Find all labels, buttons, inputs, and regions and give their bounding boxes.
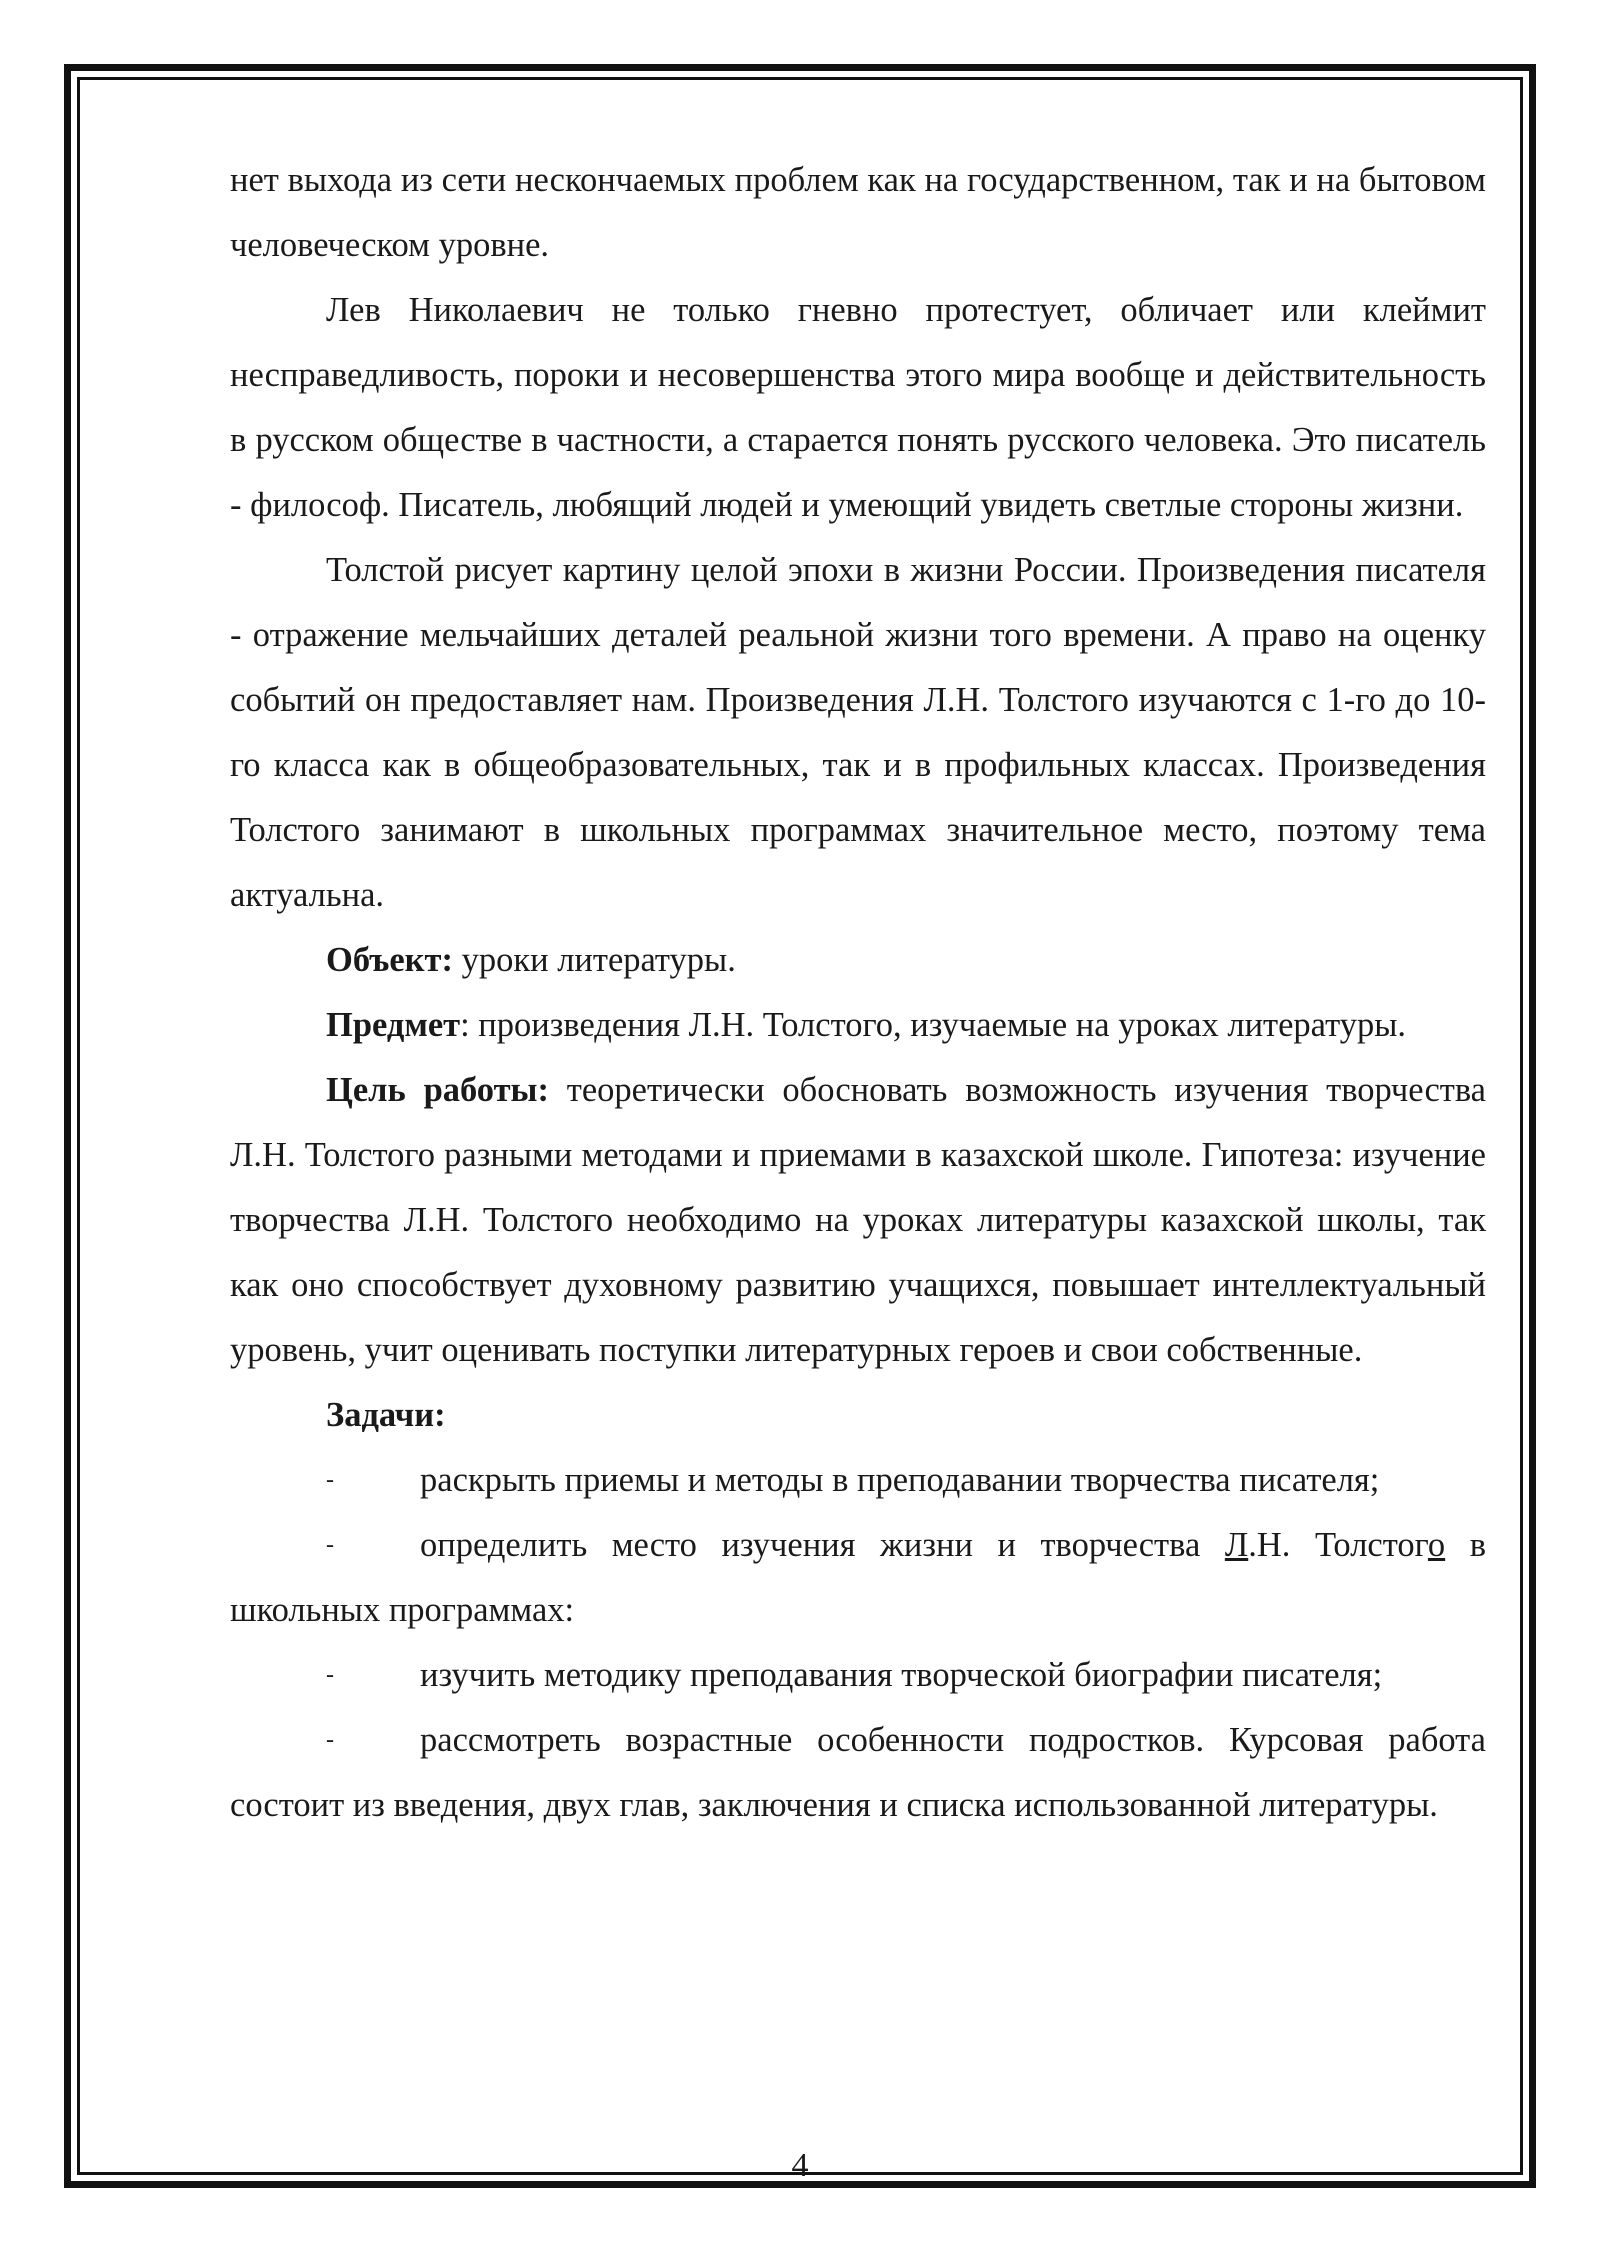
object-label: Объект: (326, 941, 453, 979)
task-item (230, 1708, 1486, 1838)
subject-text: : произведения Л.Н. Толстого, изучаемые на уроках литературы. (460, 1006, 1407, 1044)
task-text-underlined: Л (1224, 1526, 1249, 1564)
goal-paragraph (230, 1058, 1486, 1383)
subject-label: Предмет (326, 1006, 461, 1044)
list-dash: - (326, 1727, 334, 1753)
task-text-part: определить место изучения жизни и творчества (420, 1526, 1225, 1564)
task-text-part: в школьных программах: (230, 1526, 1486, 1629)
task-text-underlined: о (1427, 1526, 1446, 1564)
document-body (230, 148, 1486, 1838)
goal-text: теоретически обосновать возможность изучения творчества Л.Н. Толстого разными методами и приемами в казахской школе. Гипотеза: изучение творчества Л.Н. Толстого необходимо на уроках литературы казахской школы, так как оно способствует духовному развитию учащихся, повышает интеллектуальный уровень, учит оценивать поступки литературных героев и свои собственные. (230, 1071, 1486, 1369)
goal-label: Цель работы: (326, 1071, 549, 1109)
list-dash: - (326, 1532, 334, 1558)
list-dash: - (326, 1467, 334, 1493)
task-item (230, 1643, 1486, 1708)
subject-paragraph (230, 993, 1486, 1058)
task-text: изучить методику преподавания творческой биографии писателя; (420, 1656, 1383, 1694)
list-dash: - (326, 1662, 334, 1688)
object-text: уроки литературы. (452, 941, 736, 979)
task-text-part: .Н. Толстог (1248, 1526, 1428, 1564)
paragraph-tolstoy-protest: Лев Николаевич не только гневно протестует, обличает или клеймит несправедливость, пороки и несовершенства этого мира вообще и действительность в русском обществе в частности, а старается понять русского человека. Это писатель - философ. Писатель, любящий людей и умеющий увидеть светлые стороны жизни. (230, 291, 1486, 524)
task-text: раскрыть приемы и методы в преподавании творчества писателя; (420, 1461, 1380, 1499)
tasks-label: Задачи: (326, 1396, 446, 1434)
task-text: рассмотреть возрастные особенности подростков. Курсовая работа состоит из введения, двух глав, заключения и списка использованной литературы. (230, 1721, 1486, 1824)
paragraph-tolstoy-epoch: Толстой рисует картину целой эпохи в жизни России. Произведения писателя - отражение мельчайших деталей реальной жизни того времени. А право на оценку событий он предоставляет нам. Произведения Л.Н. Толстого изучаются с 1-го до 10-го класса как в общеобразовательных, так и в профильных классах. Произведения Толстого занимают в школьных программах значительное место, поэтому тема актуальна. (230, 551, 1486, 914)
task-item (230, 1513, 1486, 1643)
page-number: 4 (791, 2147, 809, 2184)
task-item (230, 1448, 1486, 1513)
object-paragraph (230, 928, 1486, 993)
paragraph-continuation: нет выхода из сети нескончаемых проблем как на государственном, так и на бытовом человеческом уровне. (230, 161, 1486, 264)
tasks-heading (230, 1383, 1486, 1448)
